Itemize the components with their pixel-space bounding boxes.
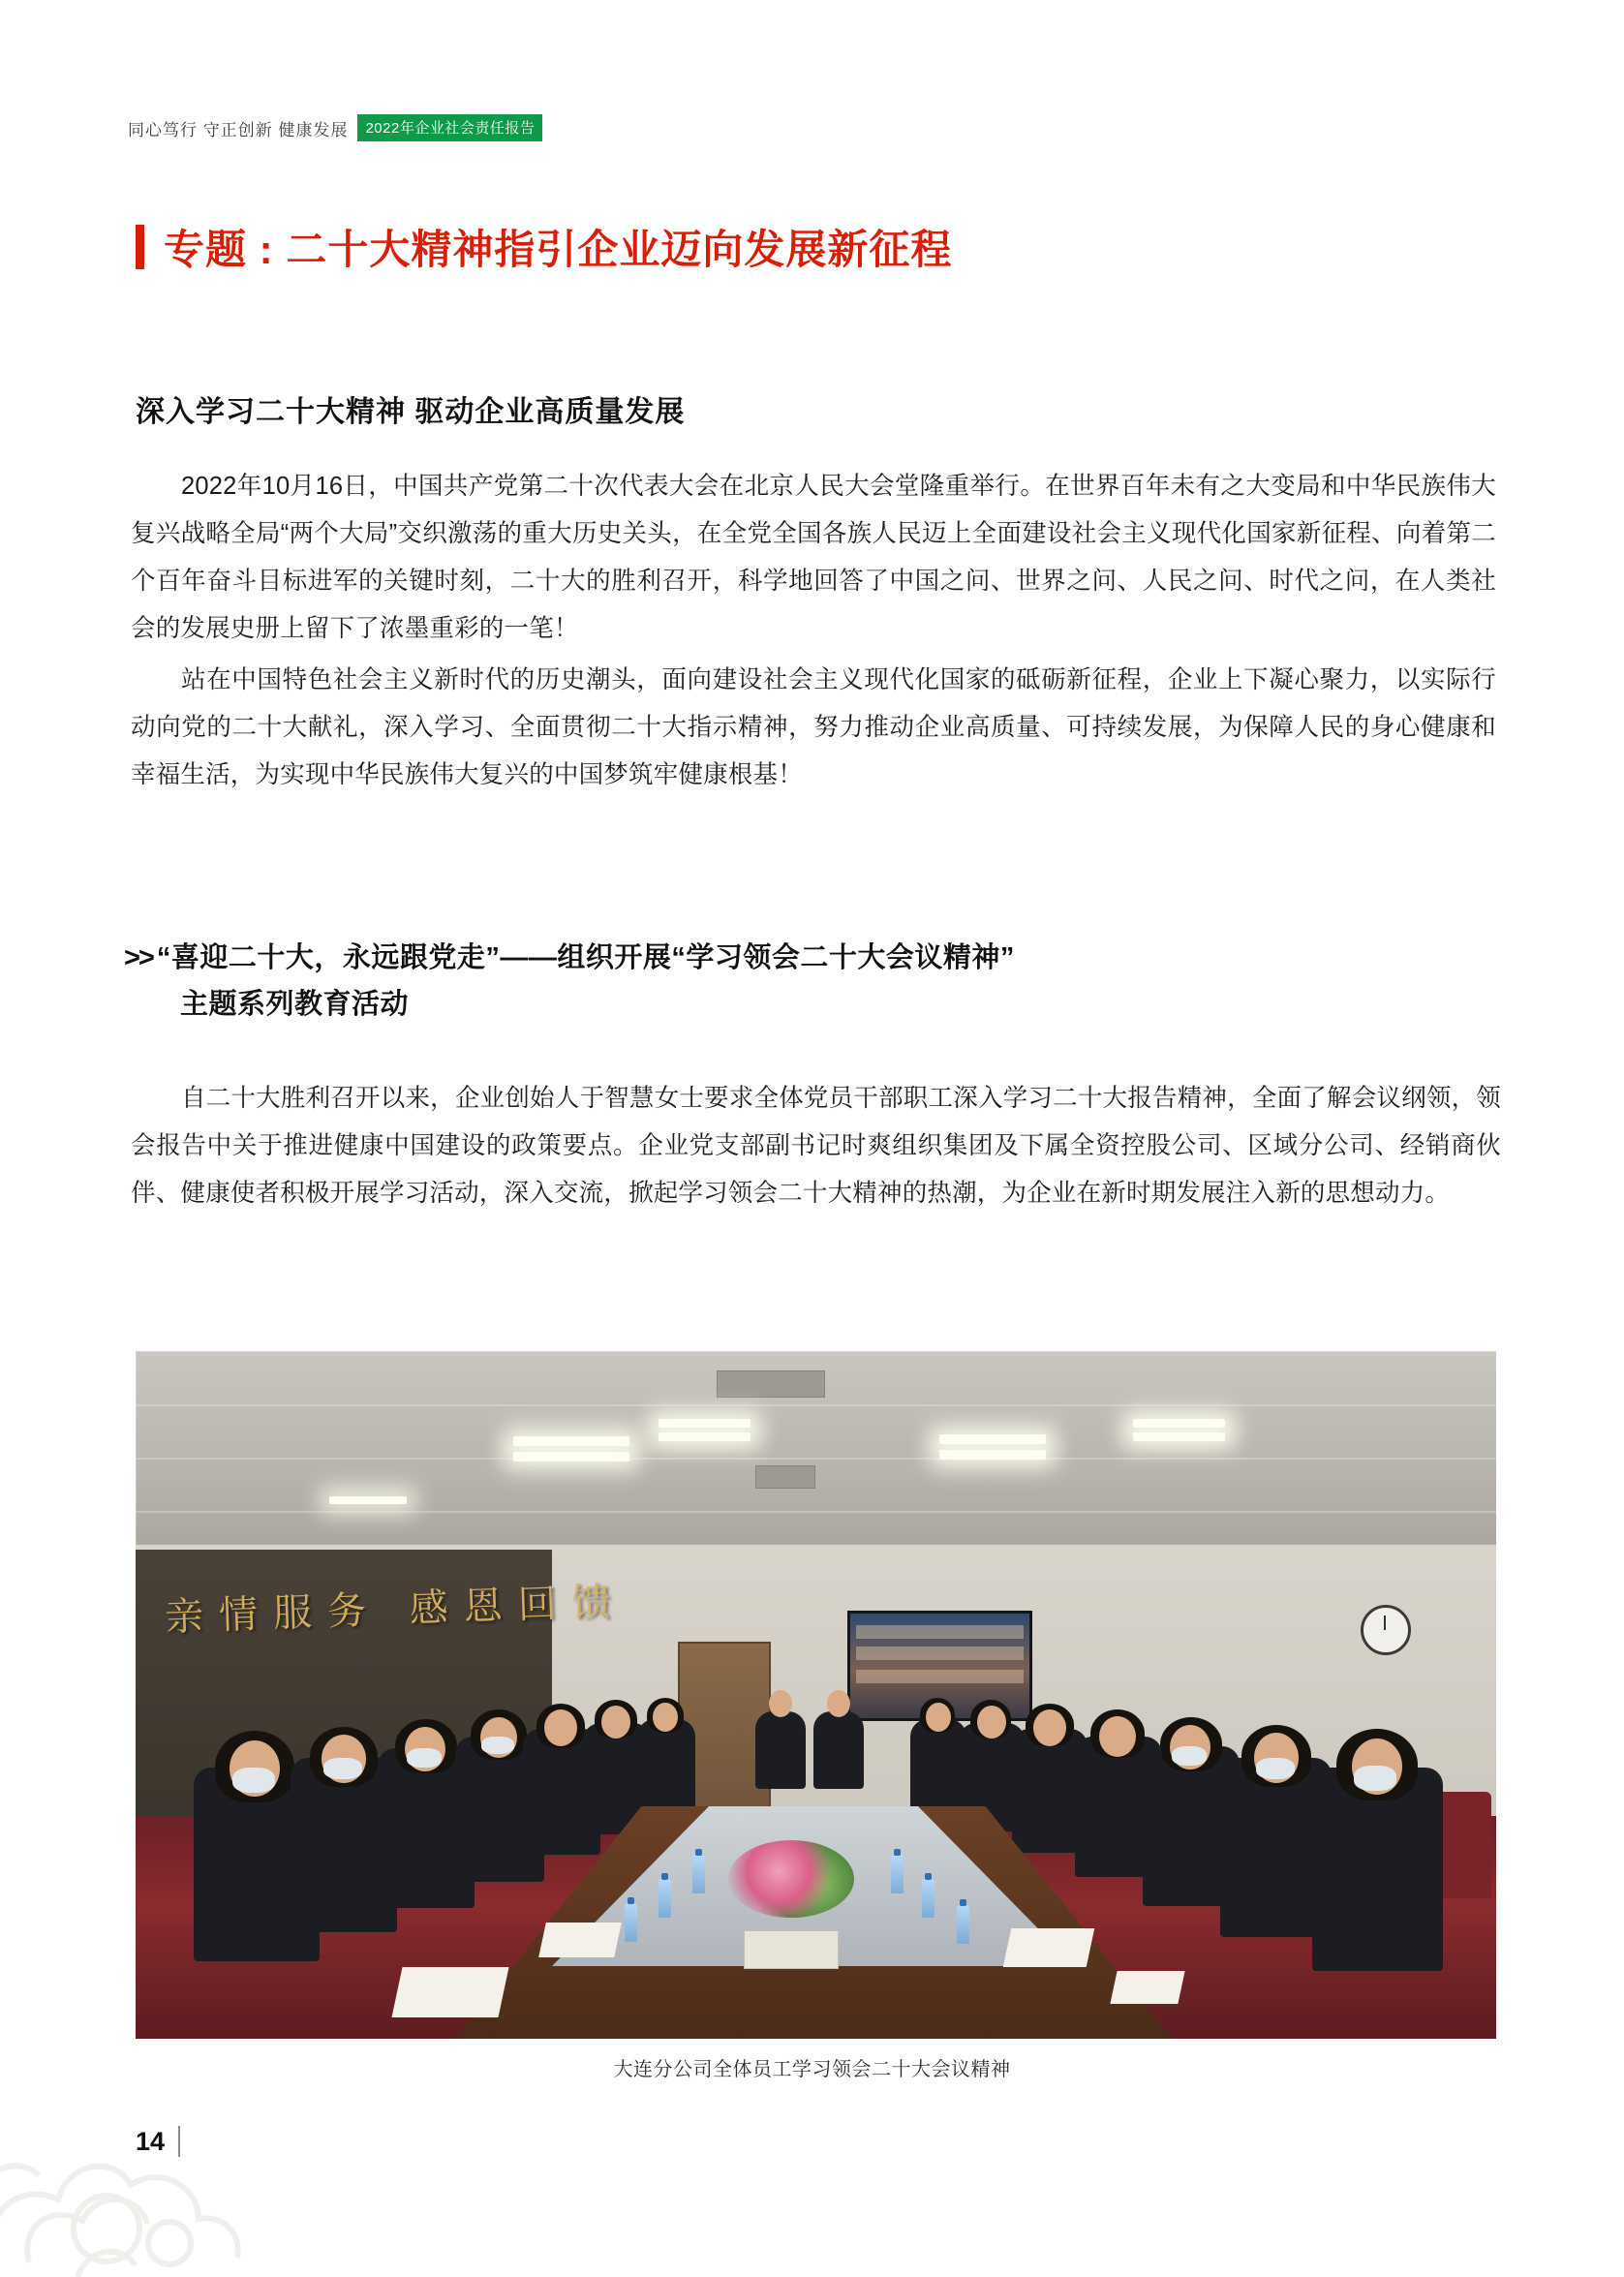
photo-document — [1110, 1971, 1184, 2004]
double-arrow-icon: >> — [124, 942, 153, 973]
paragraph: 自二十大胜利召开以来，企业创始人于智慧女士要求全体党员干部职工深入学习二十大报告精神，全面了解会议纲领，领会报告中关于推进健康中国建设的政策要点。企业党支部副书记时爽组织集团及下属全资控股公司、区域分公司、经销商伙伴、健康使者积极开展学习活动，深入交流，掀起学习领会二十大精神的热潮，为企业在新时期发展注入新的思想动力。 — [131, 1085, 1501, 1207]
photo-water-bottle — [891, 1855, 904, 1893]
photo-document — [538, 1923, 622, 1957]
page-title-text: 专题 : 二十大精神指引企业迈向发展新征程 — [164, 227, 953, 272]
page-number: 14 — [136, 2126, 166, 2156]
photo-person-head — [544, 1709, 577, 1746]
photo-water-bottle — [692, 1855, 705, 1893]
photo-person — [755, 1711, 806, 1789]
photo-wall-gold-text: 亲情服务 感恩回馈 — [164, 1579, 628, 1641]
photo-face-mask — [481, 1737, 514, 1754]
subsection-heading-line2: 主题系列教育活动 — [180, 989, 410, 1020]
photo-face-mask — [1354, 1766, 1396, 1791]
photo-wall-clock — [1361, 1605, 1411, 1655]
running-header-slogan: 同心笃行 守正创新 健康发展 — [128, 120, 349, 139]
photo-person-head — [926, 1703, 951, 1732]
paragraph: 站在中国特色社会主义新时代的历史潮头，面向建设社会主义现代化国家的砥砺新征程，企业上下凝心聚力，以实际行动向党的二十大献礼，深入学习、全面贯彻二十大指示精神，努力推动企业高质量、可持续发展，为保障人民的身心健康和幸福生活，为实现中华民族伟大复兴的中国梦筑牢健康根基！ — [131, 666, 1496, 788]
photo-water-bottle — [957, 1905, 969, 1944]
running-header — [128, 114, 542, 141]
photo-person-head — [977, 1706, 1006, 1739]
photo-water-bottle — [659, 1879, 671, 1918]
photo-person — [637, 1719, 695, 1816]
page-footer — [136, 2126, 180, 2157]
running-header-badge: 2022年企业社会责任报告 — [357, 114, 542, 141]
footer-divider — [178, 2126, 180, 2157]
paragraph: 2022年10月16日，中国共产党第二十次代表大会在北京人民大会堂隆重举行。在世界百年未有之大变局和中华民族伟大复兴战略全局“两个大局”交织激荡的重大历史关头，在全党全国各族人民迈上全面建设社会主义现代化国家新征程、向着第二个百年奋斗目标进军的关键时刻，二十大的胜利召开，科学地回答了中国之问、世界之问、人民之问、时代之问，在人类社会的发展史册上留下了浓墨重彩的一笔！ — [131, 473, 1496, 642]
subsection-heading — [124, 935, 1509, 1028]
photo-tissue-box — [744, 1930, 839, 1969]
photo-flower-arrangement — [728, 1840, 854, 1918]
photo-person — [813, 1711, 864, 1789]
photo-person-head — [1033, 1709, 1066, 1746]
photo-water-bottle — [625, 1903, 637, 1942]
photo-person-head — [601, 1706, 630, 1739]
photo-person-head — [1099, 1716, 1136, 1757]
meeting-photo — [136, 1351, 1496, 2039]
photo-face-mask — [232, 1768, 275, 1793]
photo-person-head — [769, 1690, 792, 1717]
title-accent-bar — [136, 225, 144, 269]
photo-person-head — [653, 1703, 678, 1732]
photo-person-head — [827, 1690, 850, 1717]
section-body — [131, 463, 1496, 803]
photo-document — [1003, 1928, 1095, 1967]
photo-document — [391, 1967, 508, 2017]
page-title — [136, 218, 952, 276]
photo-face-mask — [323, 1758, 362, 1779]
section-heading: 深入学习二十大精神 驱动企业高质量发展 — [136, 396, 686, 428]
photo-face-mask — [1256, 1758, 1295, 1779]
photo-face-mask — [407, 1748, 442, 1768]
photo-caption: 大连分公司全体员工学习领会二十大会议精神 — [613, 2059, 1011, 2080]
subsection-body — [131, 1075, 1501, 1221]
photo-face-mask — [1172, 1746, 1207, 1766]
photo-water-bottle — [922, 1879, 935, 1918]
subsection-heading-line1: “喜迎二十大，永远跟党走”——组织开展“学习领会二十大会议精神” — [156, 942, 1015, 973]
photo-person — [910, 1719, 966, 1814]
photo-ceiling — [136, 1351, 1496, 1559]
